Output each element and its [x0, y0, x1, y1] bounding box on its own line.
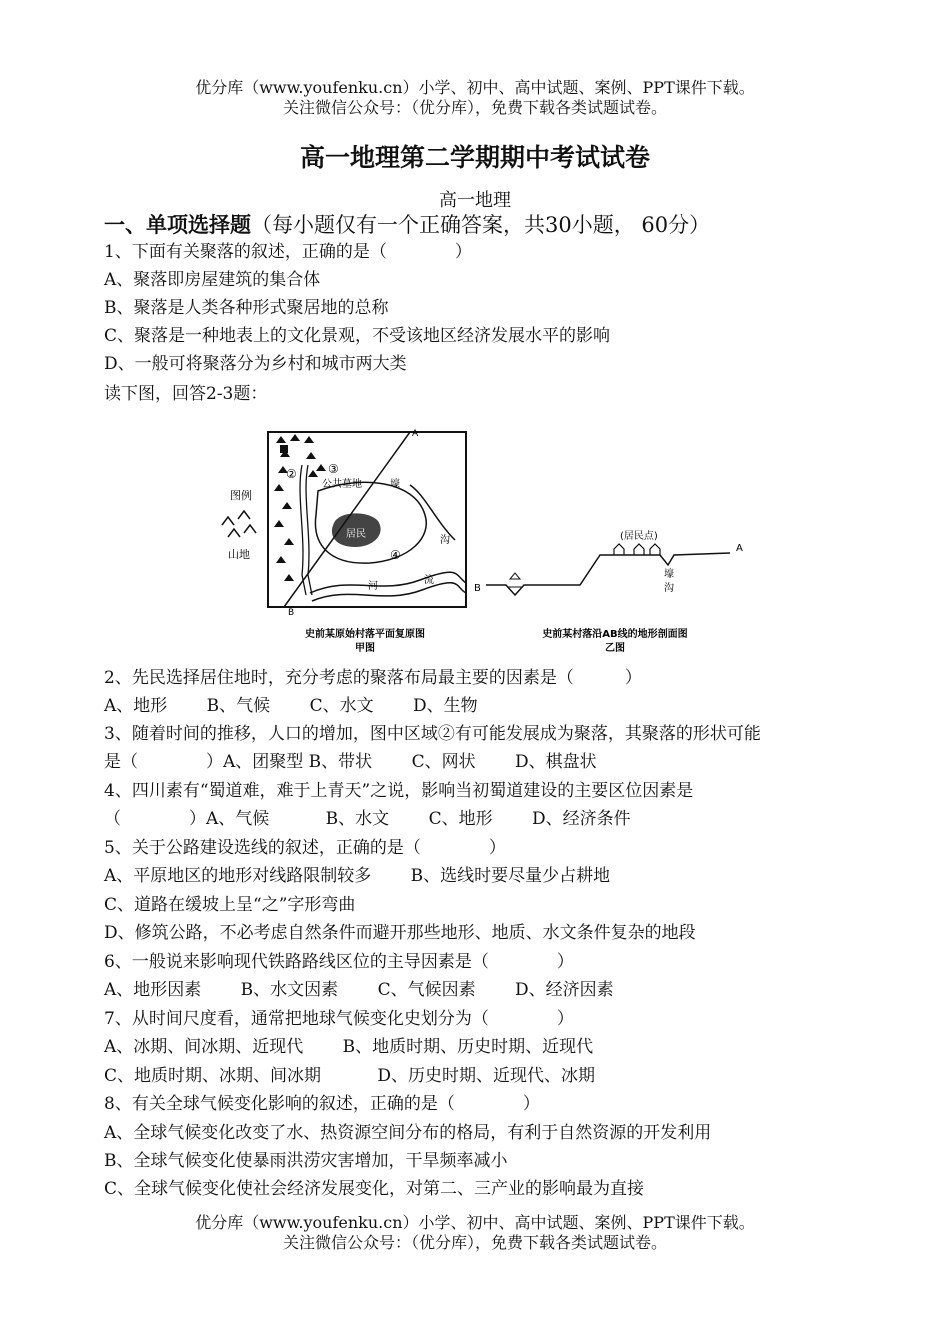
question-line: B、全球气候变化使暴雨洪涝灾害增加，干旱频率减小: [104, 1151, 508, 1171]
question-line: 5、关于公路建设选线的叙述，正确的是（ ）: [104, 838, 506, 858]
question-line: 3、随着时间的推移，人口的增加，图中区域②有可能发展成为聚落，其聚落的形状可能: [104, 724, 761, 744]
zone-3-label: ③: [328, 462, 339, 476]
house-icon: [614, 544, 660, 555]
legend-label: 山地: [228, 548, 250, 561]
footer-line-1: 优分库（www.youfenku.cn）小学、初中、高中试题、案例、PPT课件下载。: [195, 1213, 755, 1232]
ditch-label: 沟: [440, 535, 450, 546]
question-line: 6、一般说来影响现代铁路路线区位的主导因素是（ ）: [104, 952, 574, 972]
profile-ditch-label: 沟: [664, 583, 674, 594]
question-line: D、修筑公路，不必考虑自然条件而避开那些地形、地质、水文条件复杂的地段: [104, 923, 696, 943]
map-point-b: B: [288, 608, 295, 618]
question-line: A、地形因素 B、水文因素 C、气候因素 D、经济因素: [104, 980, 614, 1000]
question-line: A、地形 B、气候 C、水文 D、生物: [104, 696, 478, 716]
zone-2-label: ②: [286, 467, 297, 481]
caption-left-1: 史前某原始村落平面复原图: [305, 629, 425, 640]
question-line: （ ）A、气候 B、水文 C、地形 D、经济条件: [104, 809, 631, 829]
question-line: A、聚落即房屋建筑的集合体: [104, 270, 321, 290]
section-heading-label: 一、单项选择题: [104, 213, 251, 237]
profile-settlement-label: (居民点): [620, 531, 658, 542]
question-line: D、一般可将聚落分为乡村和城市两大类: [104, 354, 407, 374]
question-line: 2、先民选择居住地时，充分考虑的聚落布局最主要的因素是（ ）: [104, 668, 642, 688]
profile-moat-label: 壕: [664, 569, 674, 580]
caption-right-1: 史前某村落沿AB线的地形剖面图: [542, 629, 688, 640]
cemetery-label: 公共墓地: [322, 479, 362, 490]
caption-left-2: 甲图: [355, 643, 375, 654]
river-line: [310, 572, 466, 593]
question-line: A、冰期、间冰期、近现代 B、地质时期、历史时期、近现代: [104, 1037, 594, 1057]
water-level-icon: [510, 573, 520, 579]
question-line: 1、下面有关聚落的叙述，正确的是（ ）: [104, 242, 472, 262]
page-subtitle: 高一地理: [439, 190, 511, 211]
question-line: B、聚落是人类各种形式聚居地的总称: [104, 298, 389, 318]
footer-line-2: 关注微信公众号：（优分库），免费下载各类试题试卷。: [282, 1233, 667, 1252]
header-line-2: 关注微信公众号：（优分库），免费下载各类试题试卷。: [282, 98, 667, 117]
question-line: C、地质时期、冰期、间冰期 D、历史时期、近现代、冰期: [104, 1066, 596, 1086]
question-line: C、道路在缓坡上呈“之”字形弯曲: [104, 895, 356, 915]
question-line: 4、四川素有“蜀道难，难于上青天”之说，影响当初蜀道建设的主要区位因素是: [104, 781, 694, 801]
header-line-1: 优分库（www.youfenku.cn）小学、初中、高中试题、案例、PPT课件下载。: [195, 78, 755, 97]
settlement-label: 居民: [346, 529, 366, 540]
question-line: 8、有关全球气候变化影响的叙述，正确的是（ ）: [104, 1094, 540, 1114]
ditch-line: [410, 485, 455, 540]
river-label-1: 河: [368, 581, 378, 592]
profile-point-b: B: [474, 583, 481, 594]
question-line: A、平原地区的地形对线路限制较多 B、选线时要尽量少占耕地: [104, 866, 611, 886]
profile-point-a: A: [736, 543, 743, 554]
mountain-legend-icon: [222, 511, 256, 537]
map-point-a: A: [412, 429, 419, 439]
legend-title: 图例: [230, 489, 252, 502]
terrain-profile-line: [486, 553, 730, 595]
moat-label: 壕: [390, 479, 400, 490]
settlement-figure: [210, 425, 760, 660]
question-line: C、全球气候变化使社会经济发展变化，对第二、三产业的影响最为直接: [104, 1179, 645, 1199]
stream-line: [300, 465, 306, 595]
page-title: 高一地理第二学期期中考试试卷: [299, 143, 650, 172]
question-line: C、聚落是一种地表上的文化景观，不受该地区经济发展水平的影响: [104, 326, 611, 346]
caption-right-2: 乙图: [605, 643, 625, 654]
river-label-2: 流: [424, 575, 434, 586]
section-heading-note: （每小题仅有一个正确答案，共30小题， 60分）: [251, 213, 711, 237]
question-line: 是（ ）A、团聚型 B、带状 C、网状 D、棋盘状: [104, 752, 597, 772]
question-line: 读下图，回答2-3题：: [104, 384, 268, 404]
question-line: 7、从时间尺度看，通常把地球气候变化史划分为（ ）: [104, 1009, 574, 1029]
section-heading: [104, 209, 710, 239]
question-line: A、全球气候变化改变了水、热资源空间分布的格局，有利于自然资源的开发利用: [104, 1123, 712, 1143]
zone-4-label: ④: [390, 548, 401, 562]
section-line-ab: [284, 432, 410, 607]
settlement-marker-icon: [280, 445, 288, 453]
